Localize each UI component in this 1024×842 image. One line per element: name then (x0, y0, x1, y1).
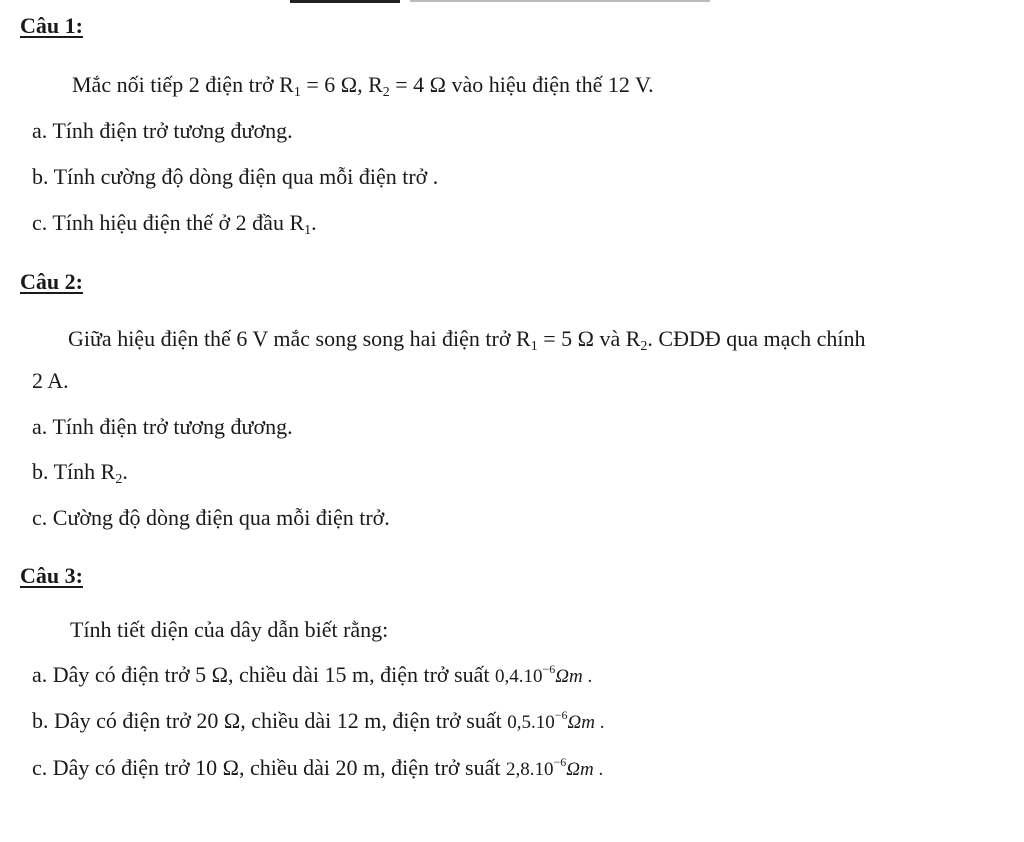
q3-b-text: b. Dây có điện trở 20 Ω, chiều dài 12 m, điện trở suất (32, 708, 508, 733)
q3-c-coef: 2,8.10 (506, 759, 554, 780)
q3-a-exp: −6 (542, 662, 556, 676)
question-3-item-b (32, 708, 604, 736)
q3-b-unit: Ωm (567, 712, 595, 733)
top-edge-mark (290, 0, 400, 3)
question-2-intro-line-2: 2 A. (32, 368, 69, 393)
question-2-item-a: a. Tính điện trở tương đương. (32, 414, 293, 439)
q1-sub-1: 1 (293, 85, 301, 100)
q3-b-resistivity (507, 708, 605, 733)
q1-intro-text: Mắc nối tiếp 2 điện trở R (72, 72, 294, 97)
q3-c-unit: Ωm (566, 759, 594, 780)
question-2-intro (68, 326, 866, 352)
q3-c-text: c. Dây có điện trở 10 Ω, chiều dài 20 m, điện trở suất (32, 755, 506, 780)
q2-b-end: . (122, 459, 128, 484)
q2-b-sub: 2 (115, 472, 123, 487)
q2-intro-text: Giữa hiệu điện thế 6 V mắc song song hai điện trở R (68, 326, 531, 351)
question-2-heading: Câu 2: (20, 269, 83, 294)
q1-c-sub: 1 (304, 223, 312, 238)
q1-intro-post: = 4 Ω vào hiệu điện thế 12 V. (389, 72, 654, 97)
q2-b-text: b. Tính R (32, 459, 116, 484)
question-2-item-c: c. Cường độ dòng điện qua mỗi điện trở. (32, 505, 390, 530)
q3-a-unit: Ωm (555, 666, 583, 687)
question-3-intro: Tính tiết diện của dây dẫn biết rằng: (70, 617, 389, 642)
q1-c-text: c. Tính hiệu điện thế ở 2 đầu R (32, 210, 305, 235)
q3-a-end: . (582, 666, 593, 687)
q3-b-coef: 0,5.10 (507, 712, 555, 733)
q2-intro-post: . CĐDĐ qua mạch chính (647, 326, 866, 351)
q3-b-exp: −6 (554, 708, 568, 722)
question-3-heading: Câu 3: (20, 563, 83, 588)
top-edge-faint-mark (410, 0, 710, 2)
question-1-intro (72, 72, 654, 98)
q3-b-end: . (594, 712, 605, 733)
q1-intro-mid: = 6 Ω, R (300, 72, 383, 97)
question-1-item-a: a. Tính điện trở tương đương. (32, 118, 293, 143)
q2-intro-mid: = 5 Ω và R (537, 326, 641, 351)
q3-c-resistivity (506, 755, 604, 780)
question-2-item-b (32, 459, 128, 485)
question-1-item-b: b. Tính cường độ dòng điện qua mỗi điện trở . (32, 164, 439, 189)
q2-sub-2: 2 (640, 339, 648, 354)
q3-a-coef: 0,4.10 (495, 666, 543, 687)
q3-c-exp: −6 (553, 755, 567, 769)
question-1-heading: Câu 1: (20, 13, 83, 38)
q3-a-resistivity (495, 662, 593, 687)
q2-sub-1: 1 (530, 339, 538, 354)
question-3-item-a (32, 662, 592, 690)
q3-a-text: a. Dây có điện trở 5 Ω, chiều dài 15 m, điện trở suất (32, 662, 495, 687)
q1-c-end: . (311, 210, 317, 235)
question-3-item-c (32, 755, 603, 783)
q1-sub-2: 2 (382, 85, 390, 100)
question-1-item-c (32, 210, 317, 236)
q3-c-end: . (593, 759, 604, 780)
